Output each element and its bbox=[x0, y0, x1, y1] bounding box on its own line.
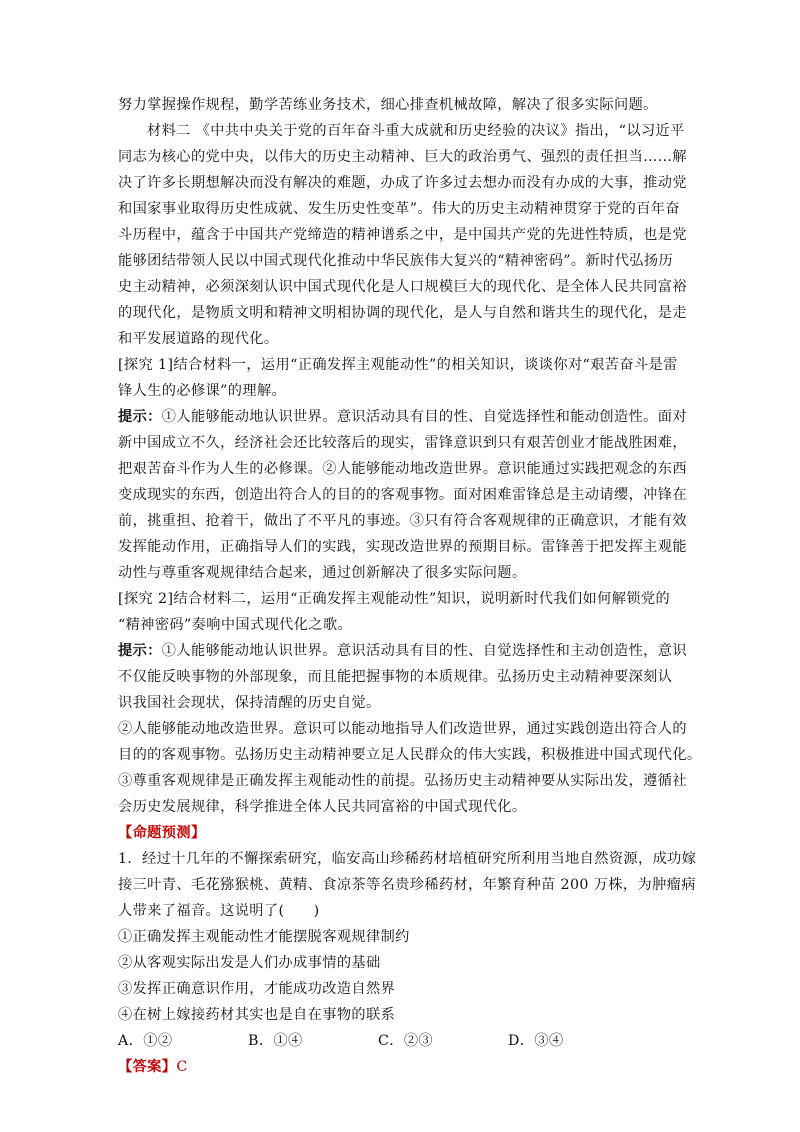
material2-line: 同志为核心的党中央，以伟大的历史主动精神、巨大的政治勇气、强烈的责任担当……解 bbox=[118, 149, 687, 165]
hint-text: ①人能够能动地认识世界。意识活动具有目的性、自觉选择性和主动创造性，意识 bbox=[161, 643, 687, 659]
q1-statement: ②从客观实际出发是人们办成事情的基础 bbox=[118, 955, 381, 971]
material1-end: 努力掌握操作规程，勤学苦练业务技术，细心排查机械故障，解决了很多实际问题。 bbox=[118, 97, 658, 113]
inquiry2-hint-line: 目的的客观事物。弘扬历史主动精神要立足人民群众的伟大实践，积极推进中国式现代化。 bbox=[118, 747, 702, 763]
document-page bbox=[118, 92, 702, 1080]
inquiry2-hint-line: ③尊重客观规律是正确发挥主观能动性的前提。弘扬历史主动精神要从实际出发，遵循社 bbox=[118, 773, 687, 789]
material2-line: 决了许多长期想解决而没有解决的难题，办成了许多过去想办而没有办成的大事，推动党 bbox=[118, 175, 687, 191]
section-title: 【命题预测】 bbox=[118, 825, 206, 841]
hint-label: 提示： bbox=[118, 409, 162, 425]
inquiry2-hint-line: ②人能够能动地改造世界。意识可以能动地指导人们改造世界，通过实践创造出符合人的 bbox=[118, 721, 687, 737]
inquiry2-hint-line bbox=[118, 638, 688, 664]
inquiry1-hint-line bbox=[118, 404, 688, 430]
inquiry1-hint-line: 发挥能动作用，正确指导人们的实践，实现改造世界的预期目标。雷锋善于把发挥主观能 bbox=[118, 539, 687, 555]
q1-answer bbox=[118, 1054, 688, 1080]
option-a: A．①② bbox=[118, 1033, 173, 1049]
inquiry2-question: [探究 2]结合材料二，运用“正确发挥主观能动性”知识，说明新时代我们如何解锁党的 bbox=[118, 591, 671, 607]
material2-line: 材料二 《中共中央关于党的百年奋斗重大成就和历史经验的决议》指出，“以习近平 bbox=[147, 123, 685, 139]
q1-statement: ①正确发挥主观能动性才能摆脱客观规律制约 bbox=[118, 929, 410, 945]
material2-line: 和国家事业取得历史性成就、发生历史性变革”。伟大的历史主动精神贯穿于党的百年奋 bbox=[118, 201, 680, 217]
answer-label: 【答案】 bbox=[118, 1059, 177, 1075]
inquiry1-hint-line: 变成现实的东西，创造出符合人的目的的客观事物。面对困难雷锋总是主动请缨，冲锋在 bbox=[118, 487, 687, 503]
inquiry2-hint-line: 不仅能反映事物的外部现象，而且能把握事物的本质规律。弘扬历史主动精神要深刻认 bbox=[118, 669, 673, 685]
inquiry2-hint-line: 会历史发展规律，科学推进全体人民共同富裕的中国式现代化。 bbox=[118, 799, 527, 815]
inquiry-1 bbox=[118, 352, 688, 586]
material2-line: 的现代化，是物质文明和精神文明相协调的现代化，是人与自然和谐共生的现代化，是走 bbox=[118, 305, 687, 321]
q1-stem: 1．经过十几年的不懈探索研究，临安高山珍稀药材培植研究所利用当地自然资源，成功嫁 bbox=[118, 851, 697, 867]
material2-line: 史主动精神，必须深刻认识中国式现代化是人口规模巨大的现代化、是全体人民共同富裕 bbox=[118, 279, 687, 295]
material2-line: 和平发展道路的现代化。 bbox=[118, 331, 279, 347]
material2 bbox=[118, 118, 688, 352]
inquiry2-question: “精神密码”奏响中国式现代化之歌。 bbox=[118, 617, 353, 633]
inquiry-2 bbox=[118, 586, 702, 820]
q1-stem: 接三叶青、毛花猕猴桃、黄精、食凉茶等名贵珍稀药材，年繁育种苗 200 万株，为肿瘤病 bbox=[118, 877, 696, 893]
inquiry1-hint-line: 把艰苦奋斗作为人生的必修课。②人能够能动地改造世界。意识能通过实践把观念的东西 bbox=[118, 461, 687, 477]
question-1 bbox=[118, 846, 697, 1080]
inquiry1-hint-line: 新中国成立不久，经济社会还比较落后的现实，雷锋意识到只有艰苦创业才能战胜困难， bbox=[118, 435, 687, 451]
option-b: B．①④ bbox=[248, 1033, 303, 1049]
option-d: D．③④ bbox=[508, 1033, 564, 1049]
q1-statement: ③发挥正确意识作用，才能成功改造自然界 bbox=[118, 981, 396, 997]
answer-value: C bbox=[176, 1059, 188, 1075]
hint-label: 提示： bbox=[118, 643, 162, 659]
inquiry1-question: 锋人生的必修课”的理解。 bbox=[118, 383, 287, 399]
material2-line: 能够团结带领人民以中国式现代化推动中华民族伟大复兴的“精神密码”。新时代弘扬历 bbox=[118, 253, 674, 269]
q1-statement: ④在树上嫁接药材其实也是自在事物的联系 bbox=[118, 1007, 396, 1023]
q1-options bbox=[118, 1028, 638, 1054]
inquiry1-hint-line: 动性与尊重客观规律结合起来，通过创新解决了很多实际问题。 bbox=[118, 565, 527, 581]
option-c: C．②③ bbox=[378, 1033, 434, 1049]
inquiry1-question: [探究 1]结合材料一，运用“正确发挥主观能动性”的相关知识，谈谈你对“艰苦奋斗是雷 bbox=[118, 357, 678, 373]
inquiry2-hint-line: 识我国社会现状，保持清醒的历史自觉。 bbox=[118, 695, 381, 711]
q1-stem: 人带来了福音。这说明了( ) bbox=[118, 903, 320, 919]
inquiry1-hint-line: 前，挑重担、抢着干，做出了不平凡的事迹。③只有符合客观规律的正确意识，才能有效 bbox=[118, 513, 687, 529]
material2-line: 斗历程中，蕴含于中国共产党缔造的精神谱系之中，是中国共产党的先进性特质，也是党 bbox=[118, 227, 687, 243]
hint-text: ①人能够能动地认识世界。意识活动具有目的性、自觉选择性和能动创造性。面对 bbox=[161, 409, 687, 425]
